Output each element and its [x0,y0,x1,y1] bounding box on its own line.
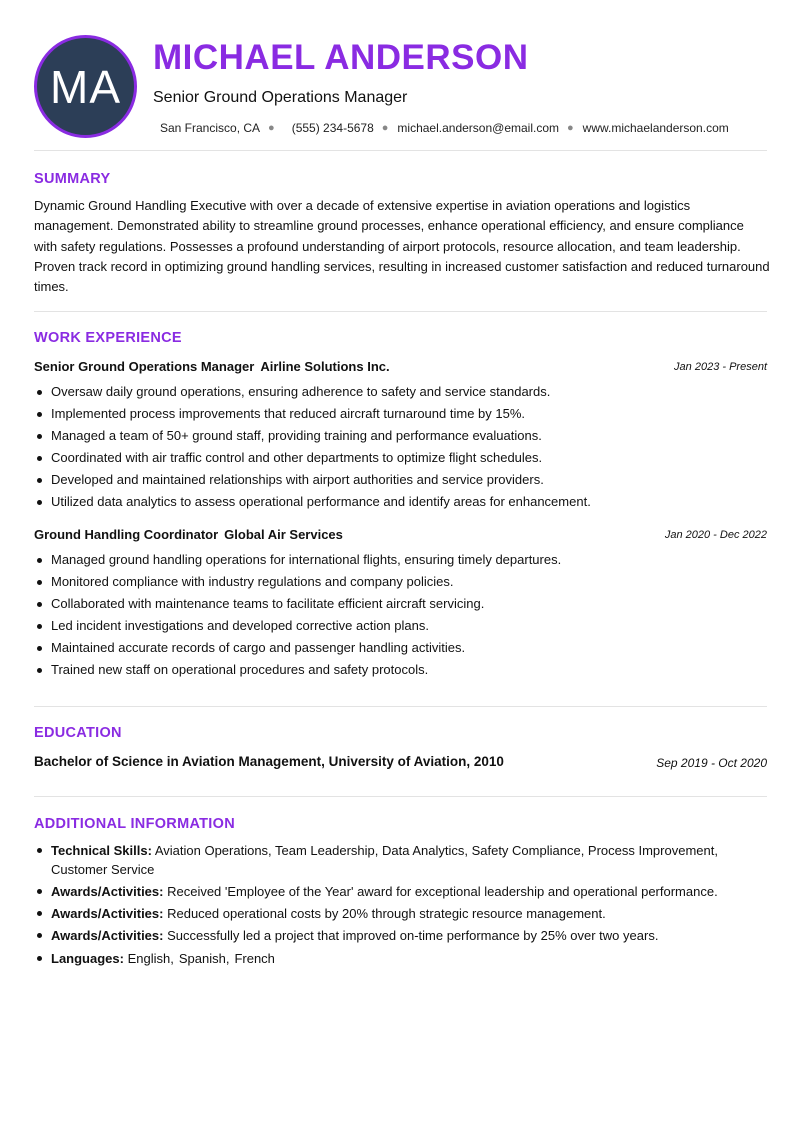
avatar-initials: MA [50,60,121,113]
divider [34,311,767,312]
education-heading: EDUCATION [34,725,122,741]
separator-dot: ● [381,122,389,134]
job-bullets-2 [34,549,764,681]
item-text: Successfully led a project that improved on-time performance by 25% over two years. [167,928,659,943]
list-item: Implemented process improvements that reduced aircraft turnaround time by 15%. [34,403,764,425]
list-item [34,841,764,879]
separator-dot: ● [268,122,275,134]
list-item [34,926,764,945]
language: Spanish, [178,951,230,966]
education-degree: Bachelor of Science in Aviation Management, University of Aviation, 2010 [34,754,504,769]
list-item: Developed and maintained relationships with airport authorities and service providers. [34,469,764,491]
job-company: Airline Solutions Inc. [260,359,390,374]
list-item: Oversaw daily ground operations, ensuring adherence to safety and service standards. [34,381,764,403]
list-item: Managed a team of 50+ ground staff, providing training and performance evaluations. [34,425,764,447]
job-company: Global Air Services [224,527,343,542]
job-dates-1: Jan 2023 - Present [674,361,767,373]
list-item: Utilized data analytics to assess operational performance and identify areas for enhancement. [34,491,764,513]
list-item: Collaborated with maintenance teams to facilitate efficient aircraft servicing. [34,593,764,615]
list-item: Managed ground handling operations for international flights, ensuring timely departures. [34,549,764,571]
languages-label: Languages: [51,951,124,966]
divider [34,150,767,151]
divider [34,706,767,707]
candidate-name: MICHAEL ANDERSON [153,38,529,77]
job-dates-2: Jan 2020 - Dec 2022 [664,529,767,541]
contact-email[interactable]: michael.anderson@email.com [397,121,560,135]
item-text: Received 'Employee of the Year' award for exceptional leadership and operational performance. [167,884,718,899]
education-dates: Sep 2019 - Oct 2020 [656,756,767,770]
list-item [34,882,764,901]
job-role: Ground Handling Coordinator [34,527,219,542]
avatar [34,35,137,138]
job-title-2 [34,527,343,542]
item-text: Reduced operational costs by 20% through strategic resource management. [167,906,606,921]
contact-bar [160,121,729,135]
separator-dot: ● [567,122,574,134]
divider [34,796,767,797]
item-label: Awards/Activities: [51,906,164,921]
item-text: Aviation Operations, Team Leadership, Data Analytics, Safety Compliance, Process Improvement, Customer Service [51,843,718,877]
summary-heading: SUMMARY [34,171,111,187]
contact-phone[interactable]: (555) 234-5678 [291,121,374,135]
work-experience-heading: WORK EXPERIENCE [34,330,182,346]
list-item: Maintained accurate records of cargo and passenger handling activities. [34,637,764,659]
job-bullets-1 [34,381,764,513]
list-item: Led incident investigations and developed corrective action plans. [34,615,764,637]
list-item: Monitored compliance with industry regulations and company policies. [34,571,764,593]
item-label: Awards/Activities: [51,928,164,943]
additional-info-heading: ADDITIONAL INFORMATION [34,816,235,832]
candidate-title: Senior Ground Operations Manager [153,89,408,106]
language: French [234,951,275,966]
job-title-1 [34,359,390,374]
additional-info-list [34,841,764,971]
list-item: Coordinated with air traffic control and other departments to optimize flight schedules. [34,447,764,469]
item-label: Awards/Activities: [51,884,164,899]
list-item: Trained new staff on operational procedures and safety protocols. [34,659,764,681]
item-label: Technical Skills: [51,843,152,858]
contact-website[interactable]: www.michaelanderson.com [582,121,729,135]
list-item [34,904,764,923]
summary-text: Dynamic Ground Handling Executive with over a decade of extensive expertise in aviation operations and logistics management. Demonstrated ability to streamline ground processes, enhance operational efficiency, and ensure compliance with safety regulations. Possesses a profound understanding of airport protocols, resource allocation, and team leadership. Proven track record in optimizing ground handling services, resulting in increased customer satisfaction and reduced turnaround times. [34,198,770,295]
contact-location: San Francisco, CA [160,121,261,135]
languages-item [34,949,764,968]
language: English, [127,951,174,966]
job-role: Senior Ground Operations Manager [34,359,255,374]
